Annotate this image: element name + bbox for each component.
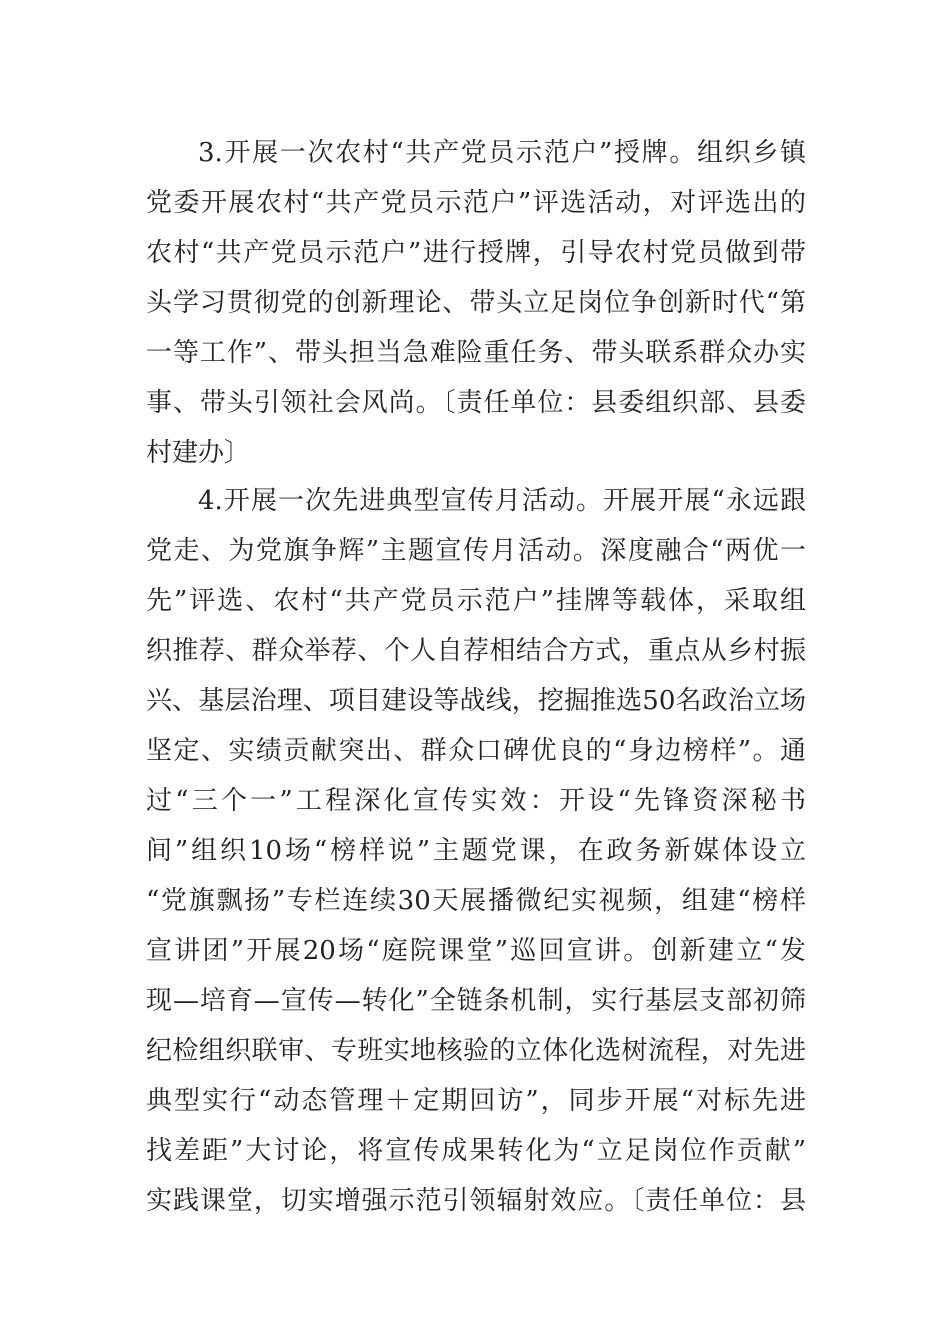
paragraph-2-line-14: 找差距”大讨论，将宣传成果转化为“立足岗位作贡献” (146, 1136, 806, 1166)
paragraph-1-line-5: 一等工作”、带头担当急难险重任务、带头联系群众办实 (146, 338, 806, 368)
paragraph-2-line-15: 实践课堂，切实增强示范引领辐射效应。〔责任单位：县 (146, 1186, 806, 1216)
paragraph-2-line-1: 4.开展一次先进典型宣传月活动。开展开展“永远跟 (198, 486, 806, 516)
paragraph-1-line-2: 党委开展农村“共产党员示范户”评选活动，对评选出的 (146, 188, 806, 218)
paragraph-2-line-5: 兴、基层治理、项目建设等战线，挖掘推选50名政治立场 (146, 686, 806, 716)
paragraph-1-line-1: 3.开展一次农村“共产党员示范户”授牌。组织乡镇 (198, 138, 806, 168)
paragraph-2-line-4: 织推荐、群众举荐、个人自荐相结合方式，重点从乡村振 (146, 636, 806, 666)
paragraph-2-line-10: 宣讲团”开展20场“庭院课堂”巡回宣讲。创新建立“发 (146, 936, 806, 966)
paragraph-1-line-3: 农村“共产党员示范户”进行授牌，引导农村党员做到带 (146, 238, 806, 268)
paragraph-2-line-8: 间”组织10场“榜样说”主题党课，在政务新媒体设立 (146, 836, 806, 866)
paragraph-2-line-11: 现—培育—宣传—转化”全链条机制，实行基层支部初筛 (146, 986, 806, 1016)
paragraph-2-line-9: “党旗飘扬”专栏连续30天展播微纪实视频，组建“榜样 (146, 886, 806, 916)
paragraph-2-line-13: 典型实行“动态管理＋定期回访”，同步开展“对标先进 (146, 1086, 806, 1116)
paragraph-2-line-6: 坚定、实绩贡献突出、群众口碑优良的“身边榜样”。通 (146, 736, 806, 766)
paragraph-1-line-6: 事、带头引领社会风尚。〔责任单位：县委组织部、县委 (146, 388, 806, 418)
paragraph-2-line-2: 党走、为党旗争辉”主题宣传月活动。深度融合“两优一 (146, 536, 806, 566)
paragraph-1-line-7: 村建办〕 (146, 438, 251, 468)
paragraph-2-line-7: 过“三个一”工程深化宣传实效：开设“先锋资深秘书 (146, 786, 806, 816)
paragraph-1-line-4: 头学习贯彻党的创新理论、带头立足岗位争创新时代“第 (146, 288, 806, 318)
paragraph-2-line-12: 纪检组织联审、专班实地核验的立体化选树流程，对先进 (146, 1036, 806, 1066)
paragraph-2-line-3: 先”评选、农村“共产党员示范户”挂牌等载体，采取组 (146, 586, 806, 616)
